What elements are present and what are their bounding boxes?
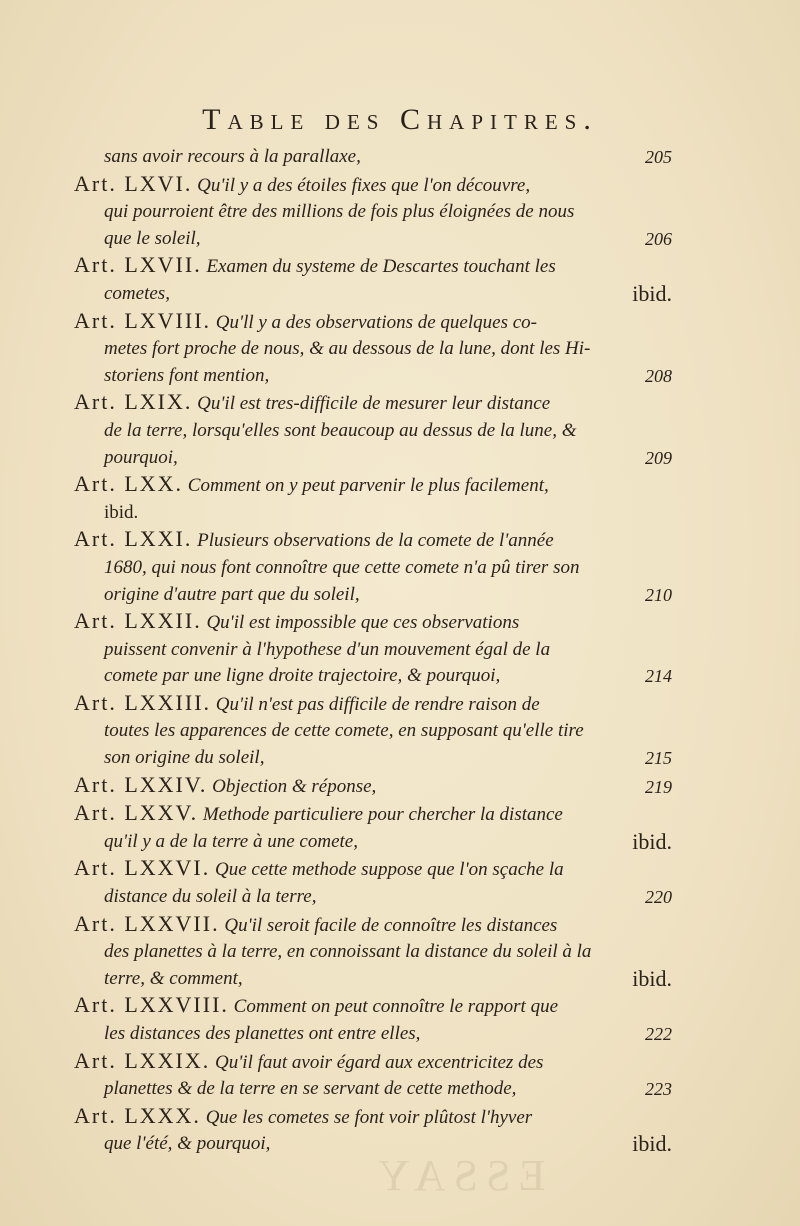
toc-entry — [74, 308, 672, 390]
article-number: Art. LXXX. — [74, 1102, 201, 1128]
entry-text: sans avoir recours à la parallaxe, — [104, 146, 361, 167]
entry-first-line — [74, 471, 672, 500]
entry-first-line — [74, 911, 672, 940]
entry-continuation-line: origine d'autre part que du soleil, — [104, 583, 360, 605]
entry-first-line — [74, 526, 672, 555]
entry-continuation-line: cometes, — [104, 282, 170, 304]
article-number: Art. LXXVI. — [74, 855, 211, 881]
entry-text: Methode particuliere pour chercher la distance — [202, 804, 563, 826]
entry-continuation-line: distance du soleil à la terre, — [104, 886, 317, 908]
page-number: 214 — [645, 666, 672, 687]
article-number: Art. LXIX. — [74, 389, 193, 415]
toc-entry — [74, 772, 672, 801]
entry-continuation-line: que l'été, & pourquoi, — [104, 1133, 271, 1155]
toc-entry — [74, 608, 672, 690]
entry-text: Comment on peut connoître le rapport que — [233, 996, 559, 1018]
entry-text: Qu'il faut avoir égard aux excentricitez des — [215, 1051, 544, 1073]
entry-text: Qu'il y a des étoiles fixes que l'on découvre, — [197, 174, 531, 196]
entry-first-line — [74, 389, 672, 418]
entry-text: Plusieurs observations de la comete de l'année — [197, 530, 554, 552]
entry-first-line — [74, 308, 672, 337]
page-number: 223 — [645, 1079, 672, 1100]
entry-text: Qu'il est impossible que ces observations — [206, 612, 520, 634]
entry-text: Qu'll y a des observations de quelques co- — [215, 311, 537, 333]
entry-text: Qu'il n'est pas difficile de rendre raison de — [215, 693, 540, 715]
page-number: 210 — [645, 584, 672, 605]
entry-continuation-line: pourquoi, — [104, 446, 178, 468]
entry-continuation-line: son origine du soleil, — [104, 747, 265, 769]
article-number: Art. LXXVIII. — [74, 992, 229, 1018]
toc-entry — [74, 690, 672, 772]
page-number: ibid. — [632, 965, 672, 991]
page-number: 209 — [645, 447, 672, 468]
page-number: 222 — [645, 1024, 672, 1044]
entry-continuation-line: 1680, qui nous font connoître que cette comete n'a pû tirer son — [104, 556, 580, 578]
entry-continuation-line: que le soleil, — [104, 227, 201, 249]
toc-entry — [74, 911, 672, 993]
toc-entry — [74, 526, 672, 608]
article-number: Art. LXXVII. — [74, 910, 220, 936]
page-number: 208 — [645, 365, 672, 386]
toc-entry — [74, 389, 672, 471]
entry-text: Que cette methode suppose que l'on sçache la — [215, 859, 564, 881]
entry-continuation-line: ibid. — [104, 501, 139, 523]
entry-continuation-line: storiens font mention, — [104, 364, 270, 386]
article-number: Art. LXXV. — [74, 800, 199, 826]
toc-entry — [74, 992, 672, 1047]
entry-text: Que les cometes se font voir plûtost l'hyver — [205, 1106, 533, 1128]
entry-first-line — [74, 252, 672, 281]
entry-continuation-line: qui pourroient être des millions de fois plus éloignées de nous — [104, 201, 575, 223]
entry-continuation-line: metes fort proche de nous, & au dessous de la lune, dont les Hi- — [104, 338, 591, 360]
entry-first-line — [74, 608, 672, 637]
entry-continuation-line: les distances des planettes ont entre elles, — [104, 1023, 421, 1044]
entry-first-line — [74, 800, 672, 829]
entry-text: Qu'il est tres-difficile de mesurer leur distance — [197, 393, 551, 415]
entry-first-line — [74, 1103, 672, 1132]
page-number: 205 — [645, 147, 672, 167]
page-number: 206 — [645, 228, 672, 249]
page-number: 220 — [645, 887, 672, 908]
page-number: ibid. — [632, 828, 672, 854]
entry-continuation-line: des planettes à la terre, en connoissant la distance du soleil à la — [104, 941, 592, 963]
article-number: Art. LXVI. — [74, 170, 193, 196]
toc-entry — [74, 855, 672, 910]
page-number: 219 — [645, 776, 672, 797]
entry-continuation-line: toutes les apparences de cette comete, en supposant qu'elle tire — [104, 720, 584, 742]
article-number: Art. LXXIII. — [74, 689, 212, 715]
page-number: ibid. — [632, 280, 672, 306]
page-title: Table des Chapitres. — [202, 103, 598, 136]
entry-text: Qu'il seroit facile de connoître les distances — [224, 914, 558, 936]
page-number: ibid. — [632, 1131, 672, 1157]
entry-first-line — [74, 144, 672, 171]
entry-first-line — [74, 855, 672, 884]
toc-entry — [74, 471, 672, 526]
entry-continuation-line: terre, & comment, — [104, 967, 243, 989]
page-number: 215 — [645, 748, 672, 769]
entry-continuation-line: comete par une ligne droite trajectoire, & pourquoi, — [104, 665, 501, 687]
entry-text: Objection & réponse, — [212, 775, 377, 797]
toc-entry — [74, 252, 672, 307]
article-number: Art. LXXI. — [74, 526, 193, 552]
entry-continuation-line: de la terre, lorsqu'elles sont beaucoup au dessus de la lune, & — [104, 419, 577, 441]
entry-first-line — [74, 171, 672, 200]
article-number: Art. LXVII. — [74, 252, 202, 278]
entry-first-line — [74, 1048, 672, 1077]
toc-entry — [74, 144, 672, 171]
toc-entry — [74, 1048, 672, 1103]
entry-continuation-line: puissent convenir à l'hypothese d'un mouvement égal de la — [104, 638, 551, 660]
bleed-through-text: ESSAY — [370, 1151, 546, 1200]
article-number: Art. LXX. — [74, 471, 184, 497]
entry-continuation-line: qu'il y a de la terre à une comete, — [104, 830, 358, 852]
article-number: Art. LXXIX. — [74, 1047, 211, 1073]
table-of-contents — [74, 144, 672, 1158]
toc-entry — [74, 171, 672, 253]
article-number: Art. LXXII. — [74, 608, 202, 634]
entry-first-line — [74, 690, 672, 719]
entry-first-line — [74, 772, 672, 801]
article-number: Art. LXVIII. — [74, 307, 212, 333]
toc-entry — [74, 800, 672, 855]
entry-text: Examen du systeme de Descartes touchant les — [206, 256, 556, 278]
entry-first-line — [74, 992, 672, 1021]
article-number: Art. LXXIV. — [74, 771, 208, 797]
entry-text: Comment on y peut parvenir le plus facilement, — [187, 475, 549, 497]
entry-continuation-line: planettes & de la terre en se servant de cette methode, — [104, 1078, 517, 1100]
